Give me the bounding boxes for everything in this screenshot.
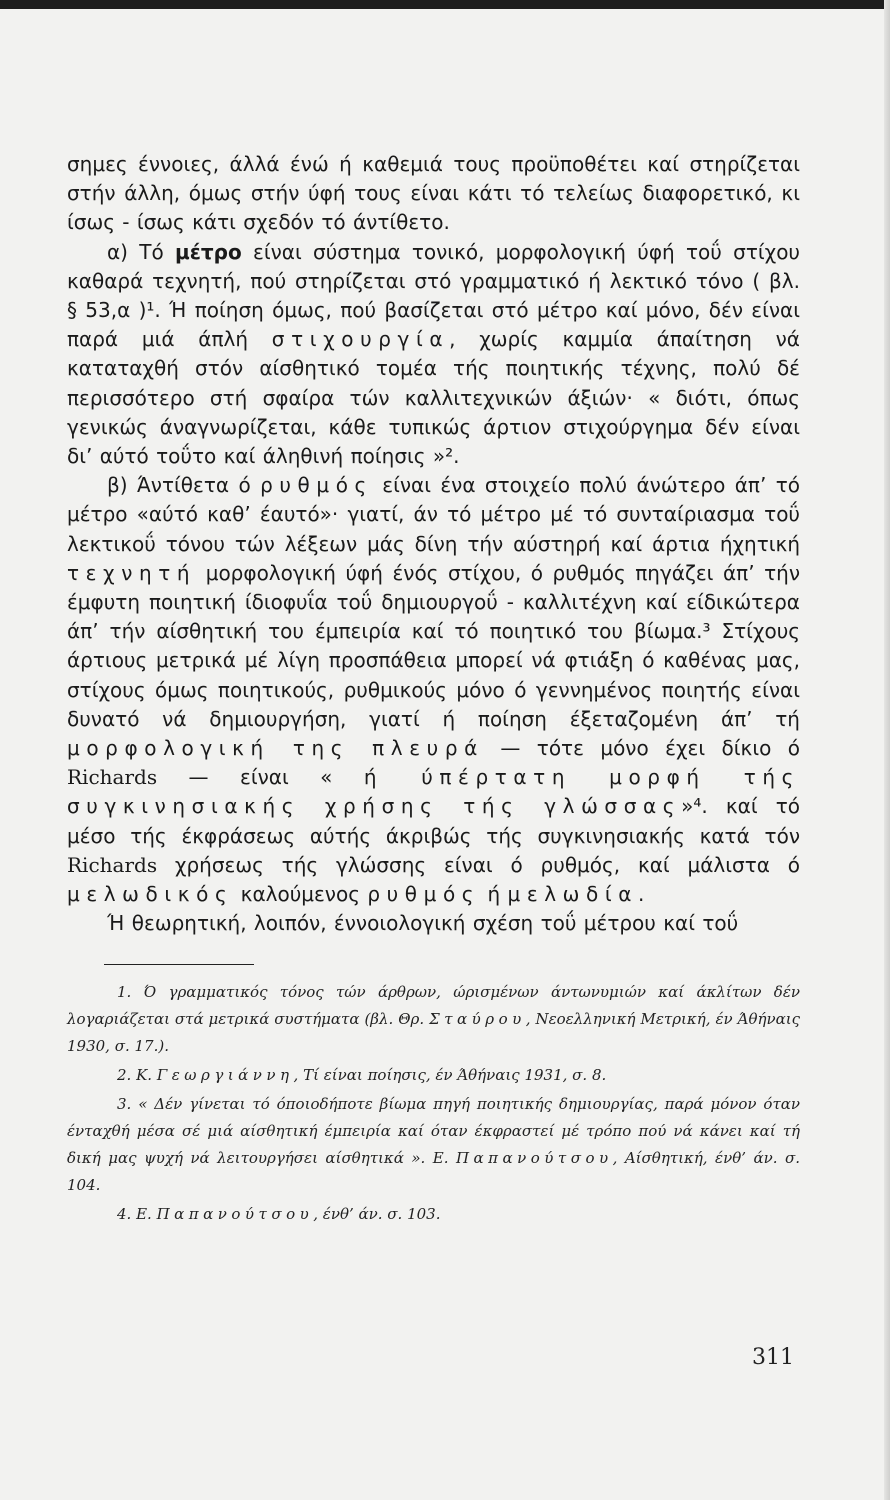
page-content <box>67 150 800 1230</box>
text-run: ή <box>480 882 508 907</box>
page-number: 311 <box>752 1345 794 1370</box>
text-run: »⁴. καί τό μέσο τής έκφράσεως αύτής άκριβώς τής συγκινησιακής κατά τόν <box>67 794 800 848</box>
footnote <box>67 1062 800 1089</box>
main-text <box>67 150 800 938</box>
footnote <box>67 1201 800 1228</box>
scan-right-edge <box>884 0 890 1500</box>
paragraph <box>67 471 800 909</box>
spaced-emphasis: μορφολογική της πλευρά <box>67 736 484 761</box>
text-run: — τότε μόνο έχει δίκιο ό <box>483 736 801 761</box>
footnote-text: 2. Κ. <box>117 1066 157 1085</box>
footnote-text: , Τί είναι ποίησις, έν Άθήναις 1931, σ. 8. <box>293 1066 607 1085</box>
text-run: Richards <box>67 765 158 790</box>
spaced-emphasis: στιχουργία <box>271 327 450 352</box>
spaced-emphasis: ρυθμός <box>367 882 481 907</box>
text-run: σημες έννοιες, άλλά ένώ ή καθεμιά τους προϋποθέτει καί στηρίζεται στήν άλλη, όμως στήν ύφή τους είναι κάτι τό τελείως διαφορετικό, κι ίσως - ίσως κάτι σχεδόν τό άντίθετο. <box>67 152 800 235</box>
bold-term: μέτρο <box>175 239 242 264</box>
spaced-emphasis: ρυθμός <box>260 473 373 498</box>
text-run: καλούμενος <box>233 882 368 907</box>
text-run: β) Άντίθετα ό <box>107 473 261 498</box>
footnote-text: 1. <box>117 983 144 1002</box>
footnote-author: Γεωργιάννη <box>156 1066 294 1085</box>
text-run: είναι ένα στοιχείο πολύ άνώτερο άπ’ τό μέτρο «αύτό καθ’ έαυτό»· γιατί, άν τό μέτρο μέ τό συνταίριασμα τοΰ λεκτικοΰ τόνου τών λέξεων μάς δίνη τήν αύστηρή καί άρτια ήχητική <box>67 473 800 556</box>
text-run: Ή θεωρητική, λοιπόν, έννοιολογική σχέση τοΰ μέτρου καί τοΰ <box>107 911 739 936</box>
footnote-author: Παπανούτσου <box>455 1149 613 1168</box>
footnote-author: Σταύρου <box>429 1010 526 1029</box>
paragraph <box>67 909 800 938</box>
paragraph <box>67 150 800 238</box>
spaced-emphasis: τεχνητή <box>67 560 197 585</box>
text-run: χρήσεως τής γλώσσης είναι ό ρυθμός, καί μάλιστα ό <box>157 852 800 877</box>
footnote-text: , Αίσθητική, ένθ’ άν. σ. 104. <box>67 1149 800 1195</box>
spaced-emphasis: μελωδικός <box>67 882 234 907</box>
scan-top-edge <box>0 0 890 9</box>
text-run: α) Τό <box>107 239 176 264</box>
footnote-text: 3. « Δέν γίνεται τό όποιοδήποτε βίωμα πηγή ποιητικής δημιουργίας, παρά μόνον όταν ένταχθή μέσα σέ μιά αίσθητική έμπειρία καί όταν έκφραστεί μέ τρόπο πού νά κάνει καί τή δική μας ψυχή νά λειτουργήσει αίσθητικά ». Ε. <box>67 1095 800 1168</box>
footnote-author: Παπανούτσου <box>156 1205 314 1224</box>
paragraph <box>67 238 800 472</box>
text-run: . <box>638 882 645 907</box>
footnote-text: , Νεοελληνική Μετρική, έν Άθήναις 1930, σ. 17.). <box>67 1010 801 1056</box>
spaced-emphasis: ή ύπέρτατη μορφή τής συγκινησιακής χρήσης τής γλώσσας <box>67 765 800 819</box>
text-run: είναι σύστημα τονικό, μορφολογική ύφή τοΰ στίχου καθαρά τεχνητή, πού στηρίζεται στό γραμματικό ή λεκτικό τόνο ( βλ. § 53,α )¹. Ή ποίηση όμως, πού βασίζεται στό μέτρο καί μόνο, δέν είναι παρά μιά άπλή <box>67 239 801 352</box>
footnotes <box>67 979 800 1228</box>
text-run: Richards <box>67 852 158 877</box>
text-run: — είναι « <box>157 765 364 790</box>
footnote-rule <box>104 964 254 965</box>
text-run: μορφολογική ύφή ένός στίχου, ό ρυθμός πηγάζει άπ’ τήν έμφυτη ποιητική ίδιοφυΐα τοΰ δημιουργοΰ - καλλιτέχνη καί είδικώτερα άπ’ τήν αίσθητική του έμπειρία καί τό ποιητικό του βίωμα.³ Στίχους άρτιους μετρικά μέ λίγη προσπάθεια μπορεί νά φτιάξη ό καθένας μας, στίχους όμως ποιητικούς, ρυθμικούς μόνο ό γεννημένος ποιητής είναι δυνατό νά δημιουργήση, γιατί ή ποίηση έξεταζομένη άπ’ τή <box>67 560 800 731</box>
spaced-emphasis: μελωδία <box>507 882 639 907</box>
footnote-text: , ένθ’ άν. σ. 103. <box>313 1205 441 1224</box>
footnote-text: 4. Ε. <box>117 1205 157 1224</box>
footnote-text: Ό γραμματικός τόνος τών άρθρων, ώρισμένων άντωνυμιών καί άκλίτων δέν λογαριάζεται στά μετρικά συστήματα (βλ. Θρ. <box>67 983 800 1029</box>
footnote <box>67 1091 800 1199</box>
footnote <box>67 979 800 1060</box>
text-run: , χωρίς καμμία άπαίτηση νά καταταχθή στόν αίσθητικό τομέα τής ποιητικής τέχνης, πολύ δέ περισσότερο στή σφαίρα τών καλλιτεχνικών άξιών· « διότι, όπως γενικώς άναγνωρίζεται, κάθε τυπικώς άρτιον στιχούργημα δέν είναι δι’ αύτό τοΰτο καί άληθινή ποίησις »². <box>67 327 800 469</box>
